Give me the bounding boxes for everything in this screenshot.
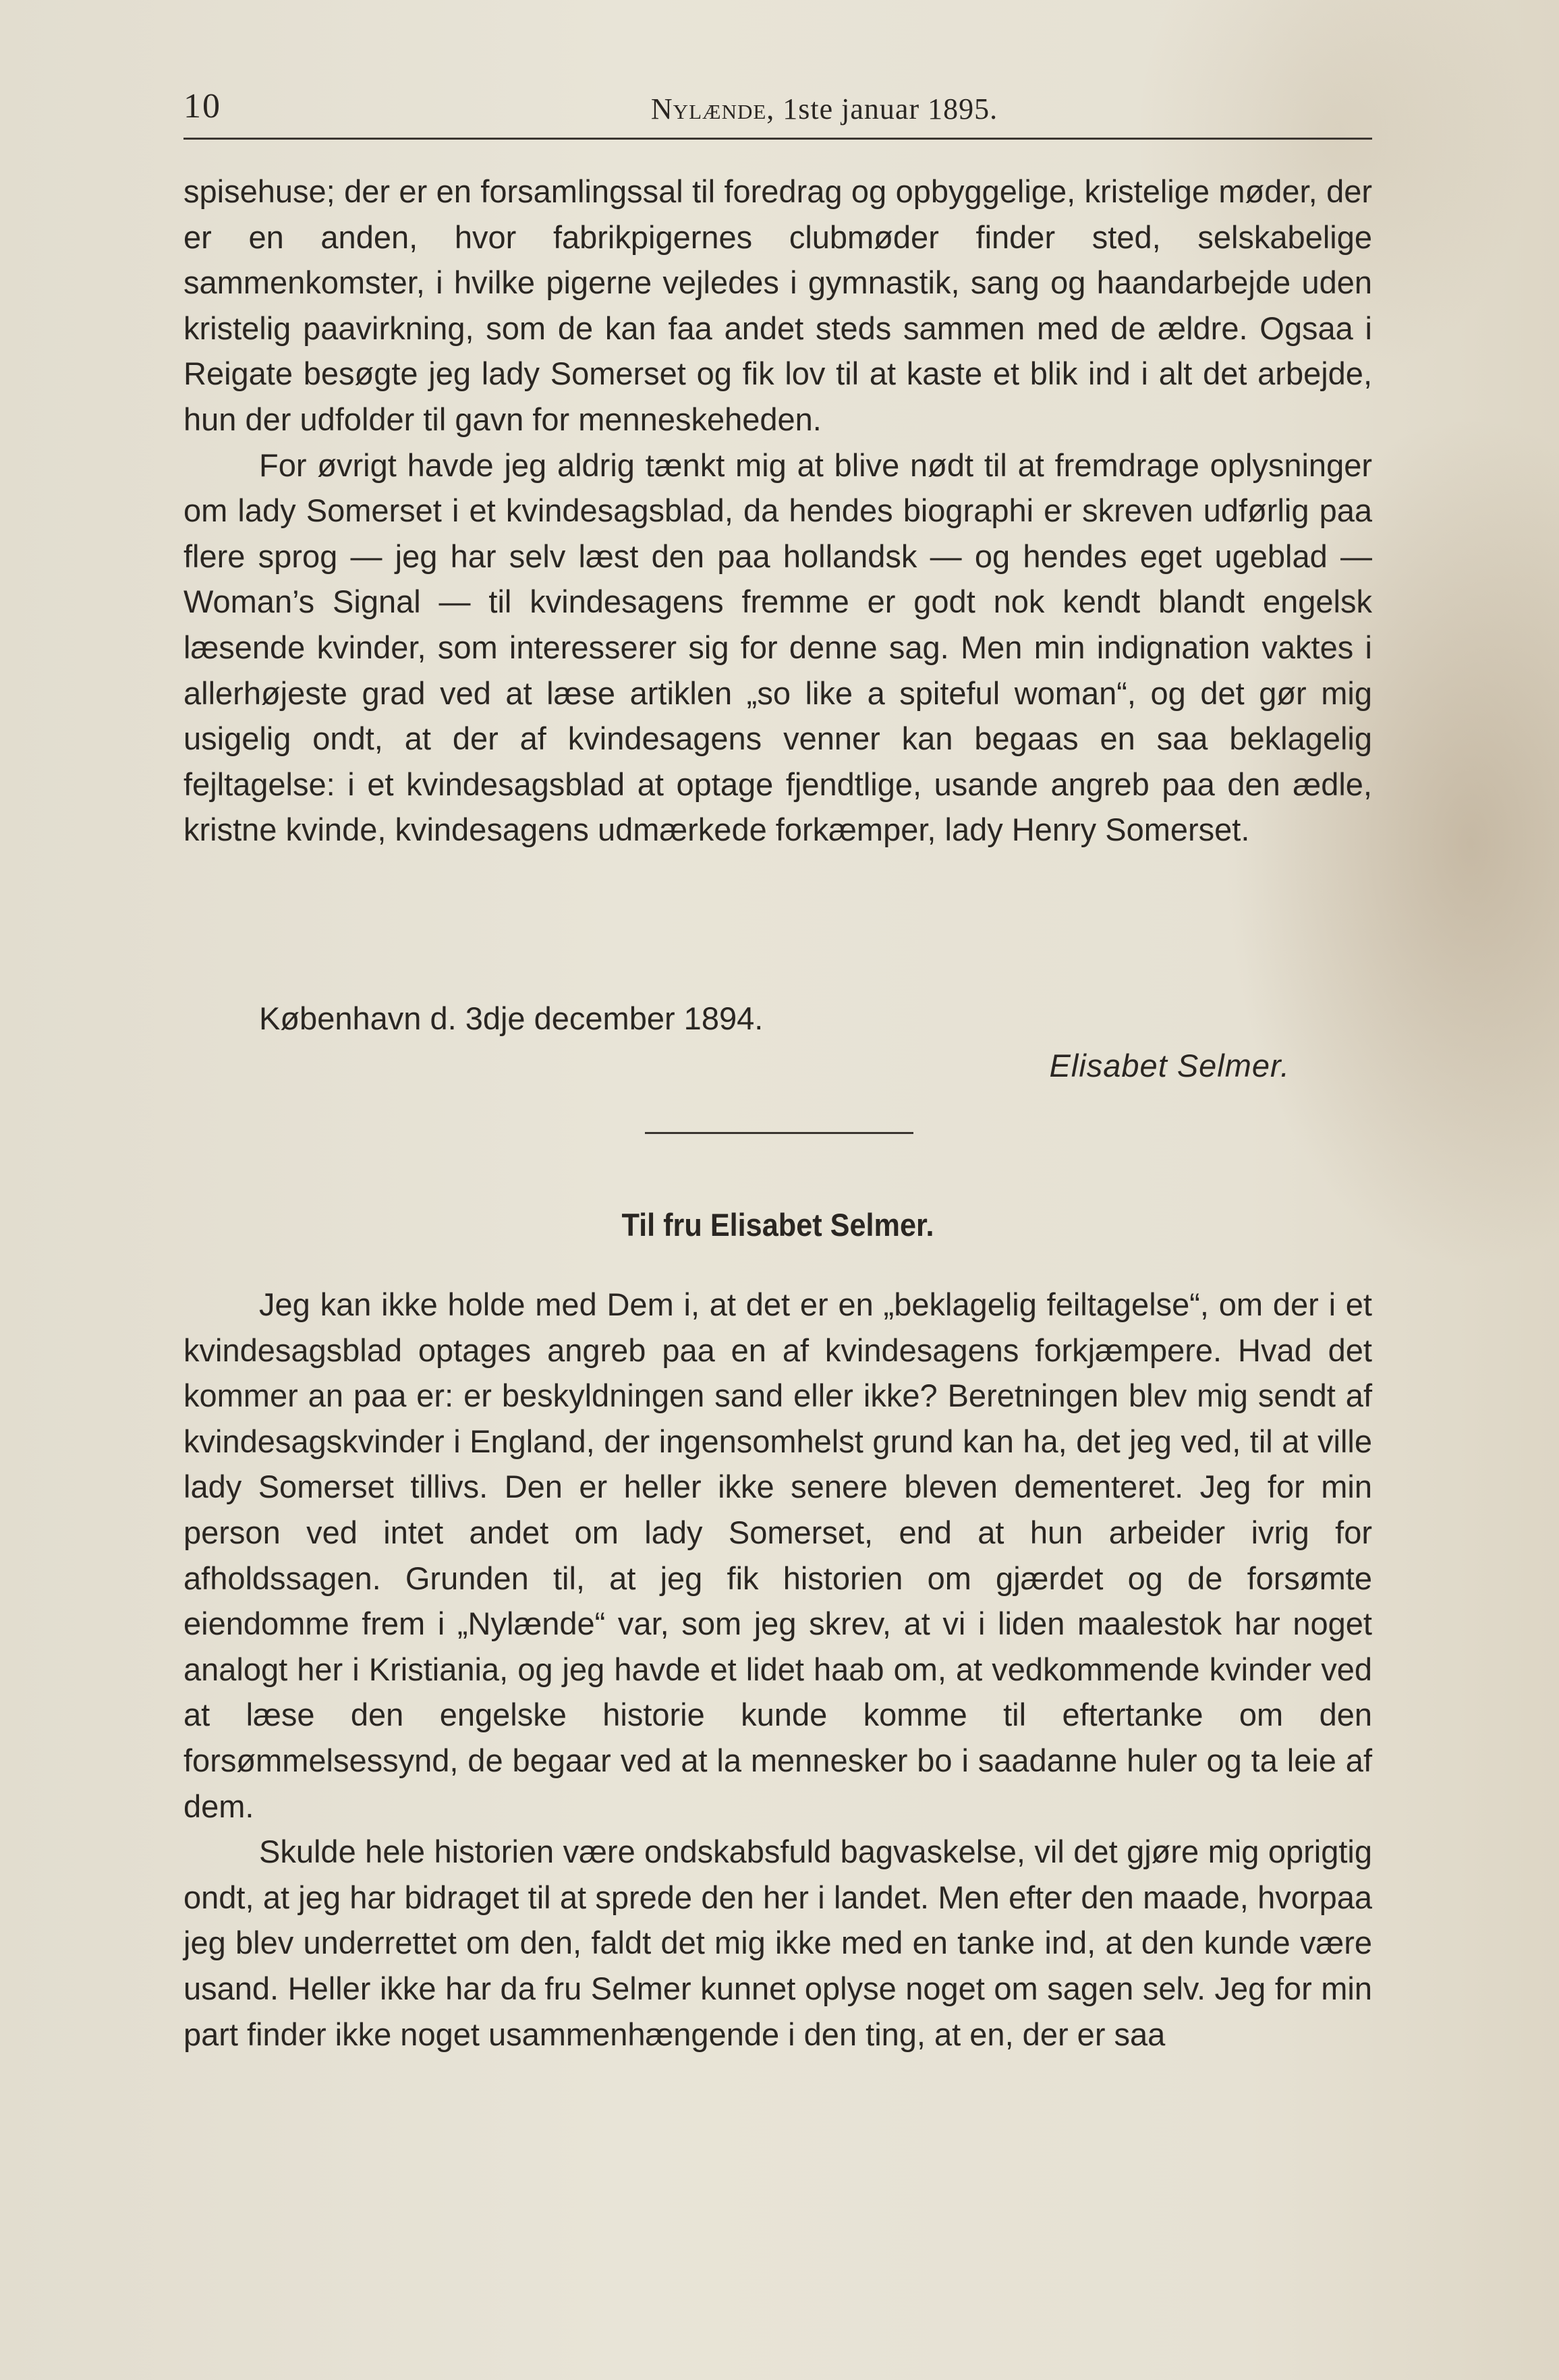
letter-paragraph-2: For øvrigt havde jeg aldrig tænkt mig at blive nødt til at fremdrage oplysninger om lady Somerset i et kvindesagsblad, da hendes biographi er skreven udførlig paa flere sprog — jeg har selv læst den paa hollandsk — og hendes eget ugeblad — Woman’s Signal — til kvindesagens fremme er godt nok kendt blandt engelsk læsende kvinder, som interesserer sig for denne sag. Men min indignation vaktes i allerhøjeste grad ved at læse artiklen „so like a spiteful woman“, og det gør mig usigelig ondt, at der af kvindesagens venner kan begaas en saa beklagelig fejltagelse: i et kvindesagsblad at optage fjendtlige, usande angreb paa den ædle, kristne kvinde, kvindesagens udmærkede forkæmper, lady Henry Somerset. xyxy=(183,447,1372,848)
reply-paragraph-1: Jeg kan ikke holde med Dem i, at det er en „beklagelig feiltagelse“, om der i et kvindesagsblad optages angreb paa en af kvindesagens forkjæmpere. Hvad det kommer an paa er: er beskyldningen sand eller ikke? Beretningen blev mig sendt af kvindesagskvinder i England, der ingensomhelst grund kan ha, det jeg ved, til at ville lady Somerset tillivs. Den er heller ikke senere bleven dementeret. Jeg for min person ved intet andet om lady Somerset, end at hun arbeider ivrig for afholdssagen. Grunden til, at jeg fik historien om gjærdet og de forsømte eiendomme frem i „Nylænde“ var, som jeg skrev, at vi i liden maalestok har noget analogt her i Kristiania, og jeg havde et lidet haab om, at vedkommende kvinder ved at læse den engelske historie kunde komme til eftertanke om den forsømmelsessynd, de begaar ved at la mennesker bo i saadanne huler og ta leie af dem. xyxy=(183,1286,1372,1824)
issue-date: 1ste januar 1895. xyxy=(783,92,998,125)
reply-paragraph-2: Skulde hele historien være ondskabsfuld bagvaskelse, vil det gjøre mig oprigtig ondt, at jeg har bidraget til at sprede den her i landet. Men efter den maade, hvorpaa jeg blev underrettet om den, faldt det mig ikke med en tanke ind, at den kunde være usand. Heller ikke har da fru Selmer kunnet oplyse noget om sagen selv. Jeg for min part finder ikke noget usammenhængende i den ting, at en, der er saa xyxy=(183,1834,1372,2052)
reply-heading: Til fru Elisabet Selmer. xyxy=(621,1207,934,1243)
section-separator xyxy=(645,1132,913,1134)
reply-body xyxy=(183,1282,1372,2057)
letter-dateline: København d. 3dje december 1894. xyxy=(259,1000,764,1036)
page-header xyxy=(183,81,1371,135)
journal-name: Nylænde, xyxy=(650,92,775,125)
letter-paragraph-1: spisehuse; der er en forsamlingssal til foredrag og opbyggelige, kristelige møder, der er en anden, hvor fabrikpigernes clubmøder finder sted, selskabelige sammenkomster, i hvilke pigerne vejledes i gymnastik, sang og haandarbejde uden kristelig paavirkning, som de kan faa andet steds sammen med de ældre. Ogsaa i Reigate besøgte jeg lady Somerset og fik lov til at kaste et blik ind i alt det arbejde, hun der udfolder til gavn for menneskeheden. xyxy=(183,173,1372,437)
page-number: 10 xyxy=(183,87,221,125)
letter-signature: Elisabet Selmer. xyxy=(1049,1048,1290,1083)
running-head xyxy=(588,92,1060,126)
header-rule xyxy=(183,138,1372,140)
letter-body xyxy=(183,169,1372,853)
